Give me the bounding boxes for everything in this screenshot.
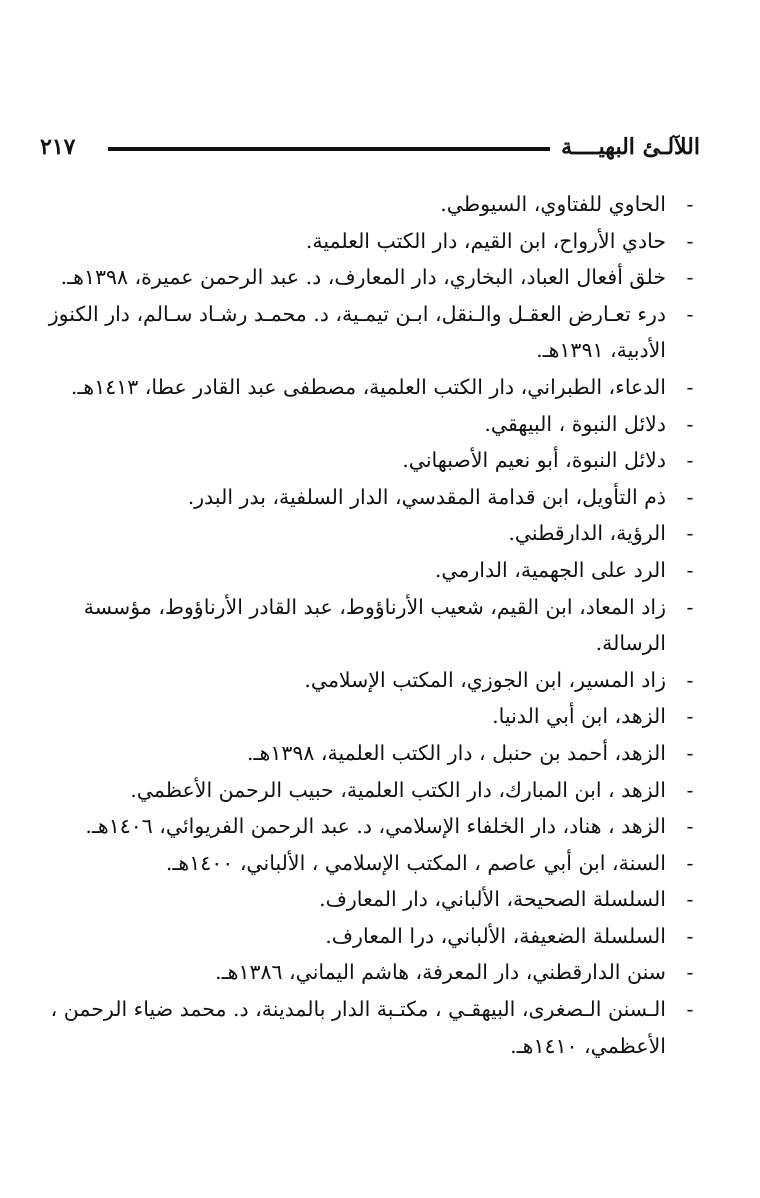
list-dash: - — [686, 960, 694, 985]
reference-text: الزهد ، هناد، دار الخلفاء الإسلامي، د. عبد الرحمن الفريوائي، ١٤٠٦هـ. — [85, 814, 666, 839]
reference-text: الرد على الجهمية، الدارمي. — [434, 557, 666, 582]
reference-text: سنن الدارقطني، دار المعرفة، هاشم اليماني، ١٣٨٦هـ. — [215, 960, 666, 985]
reference-item — [40, 296, 700, 369]
reference-text: السلسلة الصحيحة، الألباني، دار المعارف. — [319, 887, 666, 912]
reference-item — [40, 369, 700, 406]
list-dash: - — [686, 228, 694, 253]
list-dash: - — [686, 594, 694, 619]
reference-text: دلائل النبوة، أبو نعيم الأصبهاني. — [402, 448, 666, 473]
list-dash: - — [686, 887, 694, 912]
reference-text: خلق أفعال العباد، البخاري، دار المعارف، د. عبد الرحمن عميرة، ١٣٩٨هـ. — [60, 265, 666, 290]
reference-item — [40, 259, 700, 296]
reference-text: الزهد، ابن أبي الدنيا. — [492, 704, 666, 729]
reference-text: الـسنن الـصغرى، البيهقـي ، مكتـبة الدار بالمدينة، د. محمد ضياء الرحمن ، الأعظمي، ١٤١٠هـ. — [50, 997, 666, 1058]
reference-item — [40, 808, 700, 845]
list-dash: - — [686, 265, 694, 290]
reference-item — [40, 223, 700, 260]
reference-text: الرؤية، الدارقطني. — [508, 521, 666, 546]
reference-text: السنة، ابن أبي عاصم ، المكتب الإسلامي ، الألباني، ١٤٠٠هـ. — [165, 850, 666, 875]
list-dash: - — [686, 667, 694, 692]
reference-item — [40, 772, 700, 809]
header-rule — [108, 147, 550, 151]
running-title: اللآلـئ البهيــــة — [561, 134, 700, 160]
list-dash: - — [686, 301, 694, 326]
list-dash: - — [686, 997, 694, 1022]
reference-item — [40, 954, 700, 991]
reference-item — [40, 589, 700, 662]
reference-text: ذم التأويل، ابن قدامة المقدسي، الدار السلفية، بدر البدر. — [187, 484, 666, 509]
reference-text: الزهد ، ابن المبارك، دار الكتب العلمية، حبيب الرحمن الأعظمي. — [130, 777, 666, 802]
reference-item — [40, 406, 700, 443]
reference-text: درء تعـارض العقـل والـنقل، ابـن تيمـية، د. محمـد رشـاد سـالم، دار الكنوز الأدبية، ١٣٩١هـ. — [48, 301, 666, 363]
list-dash: - — [686, 411, 694, 436]
reference-text: زاد المعاد، ابن القيم، شعيب الأرناؤوط، عبد القادر الأرناؤوط، مؤسسة الرسالة. — [83, 594, 666, 656]
reference-text: زاد المسير، ابن الجوزي، المكتب الإسلامي. — [304, 667, 666, 692]
list-dash: - — [686, 740, 694, 765]
reference-item — [40, 991, 700, 1064]
reference-text: دلائل النبوة ، البيهقي. — [484, 411, 666, 436]
reference-text: الدعاء، الطبراني، دار الكتب العلمية، مصطفى عبد القادر عطا، ١٤١٣هـ. — [70, 374, 666, 399]
reference-text: السلسلة الضعيفة، الألباني، درا المعارف. — [325, 923, 666, 948]
list-dash: - — [686, 448, 694, 473]
page-number: ٢١٧ — [40, 134, 76, 160]
list-dash: - — [686, 192, 694, 216]
reference-item — [40, 698, 700, 735]
reference-text: الحاوي للفتاوي، السيوطي. — [440, 192, 666, 216]
reference-item — [40, 442, 700, 479]
reference-text: الزهد، أحمد بن حنبل ، دار الكتب العلمية، ١٣٩٨هـ. — [246, 740, 666, 765]
reference-item — [40, 662, 700, 699]
reference-item — [40, 735, 700, 772]
reference-item — [40, 881, 700, 918]
reference-item — [40, 552, 700, 589]
list-dash: - — [686, 704, 694, 729]
reference-text: حادي الأرواح، ابن القيم، دار الكتب العلمية. — [305, 228, 666, 253]
list-dash: - — [686, 814, 694, 839]
list-dash: - — [686, 923, 694, 948]
reference-item — [40, 845, 700, 882]
reference-item — [40, 479, 700, 516]
list-dash: - — [686, 374, 694, 399]
list-dash: - — [686, 521, 694, 546]
reference-item — [40, 918, 700, 955]
page-header — [40, 132, 700, 168]
list-dash: - — [686, 777, 694, 802]
reference-item — [40, 515, 700, 552]
list-dash: - — [686, 850, 694, 875]
list-dash: - — [686, 484, 694, 509]
reference-item — [40, 186, 700, 223]
list-dash: - — [686, 557, 694, 582]
references-list — [40, 186, 700, 1064]
